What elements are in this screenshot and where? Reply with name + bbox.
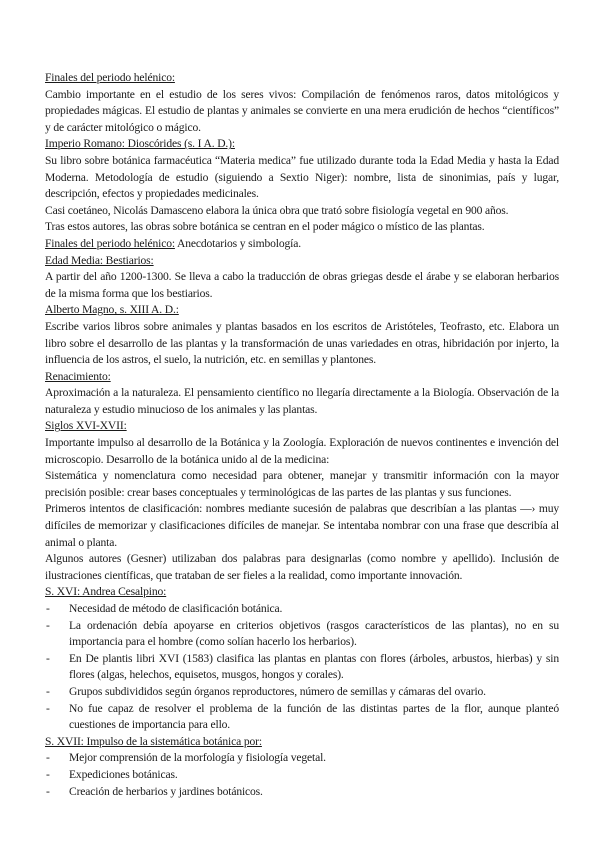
section-heading: Renacimiento: xyxy=(45,369,111,383)
section-heading: Alberto Magno, s. XIII A. D.: xyxy=(45,303,179,317)
paragraph: Escribe varios libros sobre animales y plantas basados en los escritos de Aristóteles, Teofrasto, etc. Elabora un libro sobre el desarrollo de las plantas y la transformación de unas variedades en otras, hibridación por injerto, la influencia de los astros, el suelo, la nutrición, etc. en semillas y plantones. xyxy=(45,319,559,367)
paragraph: Casi coetáneo, Nicolás Damasceno elabora la única obra que trató sobre fisiología vegetal en 900 años. xyxy=(45,203,509,217)
list-item: - La ordenación debía apoyarse en criterios objetivos (rasgos característicos de las plantas), no en su importancia para el hombre (como solían hacerlo los herbarios). xyxy=(45,618,559,651)
list-item: - Creación de herbarios y jardines botánicos. xyxy=(45,784,559,801)
section-heading: Imperio Romano: Dioscórides (s. I A. D.): xyxy=(45,137,235,151)
list-item: - Mejor comprensión de la morfología y fisiología vegetal. xyxy=(45,750,559,767)
paragraph: Cambio importante en el estudio de los seres vivos: Compilación de fenómenos raros, datos mitológicos y propiedades mágicas. El estudio de plantas y animales se convierte en una mera erudición de hechos “científicos” y de carácter mitológico o mágico. xyxy=(45,87,559,134)
section-heading: S. XVI: Andrea Cesalpino: xyxy=(45,585,167,599)
list-item: - En De plantis libri XVI (1583) clasifica las plantas en plantas con flores (árboles, arbustos, hierbas) y sin flores (algas, helechos, equisetos, musgos, hongos y corales). xyxy=(45,651,559,684)
paragraph: Importante impulso al desarrollo de la Botánica y la Zoología. Exploración de nuevos continentes e invención del microscopio. Desarrollo de la botánica unido al de la medicina: xyxy=(45,436,559,466)
document-page xyxy=(45,70,559,800)
paragraph-text: Anecdotarios y simbología. xyxy=(174,236,301,250)
section-heading: Edad Media: Bestiarios: xyxy=(45,253,154,267)
paragraph: Algunos autores (Gesner) utilizaban dos palabras para designarlas (como nombre y apellido). Inclusión de ilustraciones científicas, que trataban de ser fieles a la realidad, como importante innovación. xyxy=(45,552,559,582)
paragraph: Tras estos autores, las obras sobre botánica se centran en el poder mágico o místico de las plantas. xyxy=(45,220,485,234)
section-heading: Finales del periodo helénico: xyxy=(45,71,175,84)
paragraph: Su libro sobre botánica farmacéutica “Materia medica” fue utilizado durante toda la Edad Media y hasta la Edad Moderna. Metodología de estudio (siguiendo a Sextio Niger): nombre, lista de sinonimias, país y lugar, descripción, efectos y propiedades medicinales. xyxy=(45,153,559,201)
paragraph: Sistemática y nomenclatura como necesidad para obtener, manejar y transmitir información con la mayor precisión posible: crear bases conceptuales y terminológicas de las partes de las plantas y sus funciones. xyxy=(45,469,559,499)
bullet-list xyxy=(45,601,559,734)
paragraph: Aproximación a la naturaleza. El pensamiento científico no llegaría directamente a la Biología. Observación de la naturaleza y estudio minucioso de los animales y las plantas. xyxy=(45,386,559,416)
list-item: - Expediciones botánicas. xyxy=(45,767,559,784)
section-heading: S. XVII: Impulso de la sistemática botánica por: xyxy=(45,734,262,748)
paragraph: Primeros intentos de clasificación: nombres mediante sucesión de palabras que describían a las plantas —› muy difíciles de memorizar y clasificaciones difíciles de manejar. Se intentaba nombrar con una frase que describía al animal o planta. xyxy=(45,502,559,549)
bullet-list xyxy=(45,750,559,800)
section-heading: Siglos XVI-XVII: xyxy=(45,419,127,433)
list-item: - No fue capaz de resolver el problema de la función de las distintas partes de la flor, aunque planteó cuestiones de importancia para ello. xyxy=(45,701,559,734)
paragraph: A partir del año 1200-1300. Se lleva a cabo la traducción de obras griegas desde el árabe y se elaboran herbarios de la misma forma que los bestiarios. xyxy=(45,270,559,300)
list-item: - Necesidad de método de clasificación botánica. xyxy=(45,601,559,618)
list-item: - Grupos subdivididos según órganos reproductores, número de semillas y cámaras del ovario. xyxy=(45,684,559,701)
paragraph xyxy=(45,236,559,253)
section-heading-inline: Finales del periodo helénico: xyxy=(45,236,175,250)
